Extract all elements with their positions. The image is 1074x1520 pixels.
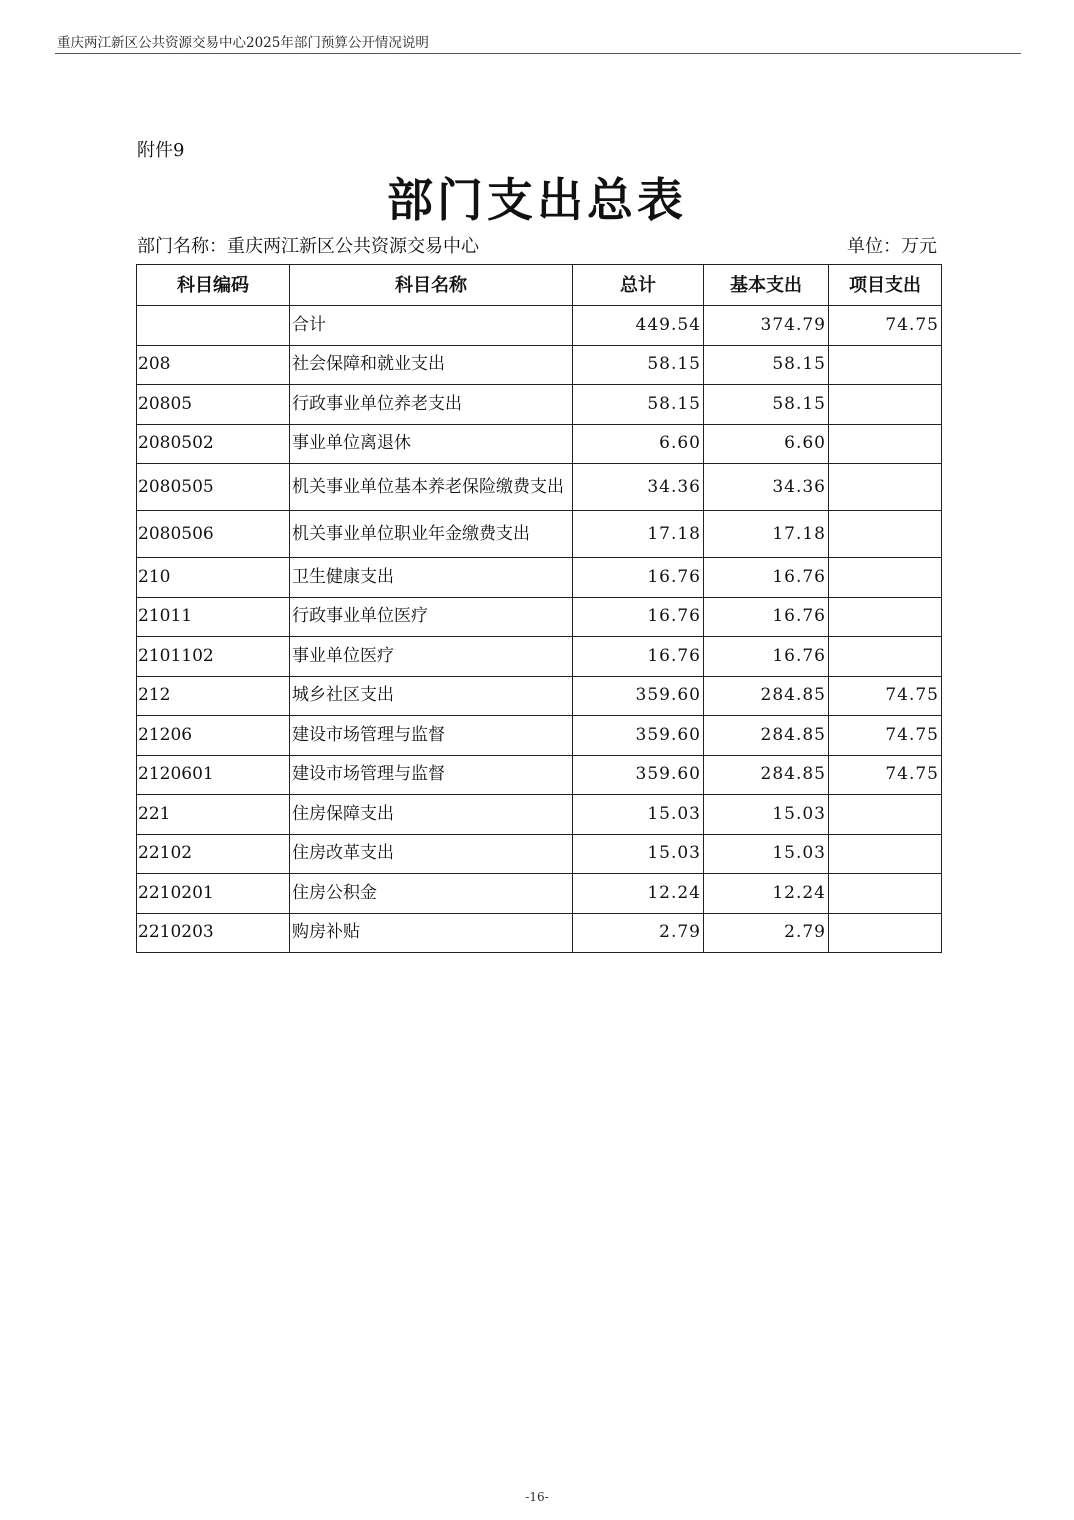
department-name: 部门名称：重庆两江新区公共资源交易中心 <box>137 236 479 257</box>
column-header-code: 科目编码 <box>137 265 290 306</box>
cell-basic: 6.60 <box>704 424 829 464</box>
cell-code: 22102 <box>137 834 290 874</box>
cell-total: 16.76 <box>573 637 704 677</box>
cell-name: 住房保障支出 <box>290 795 573 835</box>
table-row <box>137 676 942 716</box>
table-row <box>137 913 942 953</box>
table-body <box>137 306 942 953</box>
cell-name: 行政事业单位医疗 <box>290 597 573 637</box>
cell-basic: 58.15 <box>704 345 829 385</box>
cell-code: 208 <box>137 345 290 385</box>
cell-total: 16.76 <box>573 597 704 637</box>
table-row <box>137 306 942 346</box>
cell-name: 事业单位医疗 <box>290 637 573 677</box>
cell-total: 58.15 <box>573 345 704 385</box>
expenditure-table <box>136 264 942 953</box>
cell-code: 2210201 <box>137 874 290 914</box>
table-row <box>137 874 942 914</box>
table-row <box>137 345 942 385</box>
table-row <box>137 716 942 756</box>
table-row <box>137 385 942 425</box>
cell-project <box>829 637 942 677</box>
cell-total: 17.18 <box>573 511 704 558</box>
cell-name: 城乡社区支出 <box>290 676 573 716</box>
cell-code: 2210203 <box>137 913 290 953</box>
cell-code: 21206 <box>137 716 290 756</box>
table-row <box>137 597 942 637</box>
table-row <box>137 558 942 598</box>
cell-project <box>829 345 942 385</box>
page-title: 部门支出总表 <box>387 173 687 227</box>
cell-basic: 15.03 <box>704 834 829 874</box>
cell-name: 行政事业单位养老支出 <box>290 385 573 425</box>
cell-code: 2080506 <box>137 511 290 558</box>
cell-name: 建设市场管理与监督 <box>290 716 573 756</box>
cell-total: 359.60 <box>573 716 704 756</box>
cell-name: 合计 <box>290 306 573 346</box>
cell-code: 21011 <box>137 597 290 637</box>
table-header-row <box>137 265 942 306</box>
cell-project <box>829 913 942 953</box>
cell-name: 建设市场管理与监督 <box>290 755 573 795</box>
cell-total: 15.03 <box>573 795 704 835</box>
cell-total: 6.60 <box>573 424 704 464</box>
column-header-name: 科目名称 <box>290 265 573 306</box>
cell-project: 74.75 <box>829 306 942 346</box>
cell-name: 卫生健康支出 <box>290 558 573 598</box>
cell-code: 20805 <box>137 385 290 425</box>
cell-total: 359.60 <box>573 676 704 716</box>
column-header-total: 总计 <box>573 265 704 306</box>
cell-basic: 58.15 <box>704 385 829 425</box>
cell-project <box>829 558 942 598</box>
table-row <box>137 464 942 511</box>
cell-basic: 16.76 <box>704 558 829 598</box>
page-number: -16- <box>525 1490 549 1504</box>
cell-name: 社会保障和就业支出 <box>290 345 573 385</box>
column-header-basic: 基本支出 <box>704 265 829 306</box>
cell-total: 12.24 <box>573 874 704 914</box>
cell-basic: 16.76 <box>704 597 829 637</box>
cell-project: 74.75 <box>829 676 942 716</box>
cell-project <box>829 385 942 425</box>
cell-name: 住房公积金 <box>290 874 573 914</box>
cell-project: 74.75 <box>829 755 942 795</box>
cell-project <box>829 511 942 558</box>
table-row <box>137 637 942 677</box>
cell-total: 34.36 <box>573 464 704 511</box>
cell-basic: 374.79 <box>704 306 829 346</box>
cell-basic: 284.85 <box>704 755 829 795</box>
cell-basic: 284.85 <box>704 676 829 716</box>
unit-label: 单位：万元 <box>847 236 937 257</box>
cell-basic: 16.76 <box>704 637 829 677</box>
table-row <box>137 834 942 874</box>
cell-code <box>137 306 290 346</box>
cell-code: 2080502 <box>137 424 290 464</box>
cell-basic: 34.36 <box>704 464 829 511</box>
cell-total: 2.79 <box>573 913 704 953</box>
cell-total: 359.60 <box>573 755 704 795</box>
cell-total: 449.54 <box>573 306 704 346</box>
cell-name: 购房补贴 <box>290 913 573 953</box>
cell-project: 74.75 <box>829 716 942 756</box>
cell-code: 2101102 <box>137 637 290 677</box>
cell-name: 事业单位离退休 <box>290 424 573 464</box>
cell-name: 机关事业单位基本养老保险缴费支出 <box>290 464 573 511</box>
cell-code: 221 <box>137 795 290 835</box>
cell-code: 2080505 <box>137 464 290 511</box>
cell-project <box>829 834 942 874</box>
table-row <box>137 511 942 558</box>
cell-total: 58.15 <box>573 385 704 425</box>
cell-project <box>829 464 942 511</box>
cell-basic: 2.79 <box>704 913 829 953</box>
running-header-title: 重庆两江新区公共资源交易中心2025年部门预算公开情况说明 <box>57 35 429 51</box>
cell-basic: 284.85 <box>704 716 829 756</box>
cell-code: 2120601 <box>137 755 290 795</box>
cell-code: 212 <box>137 676 290 716</box>
cell-name: 住房改革支出 <box>290 834 573 874</box>
cell-project <box>829 597 942 637</box>
cell-project <box>829 795 942 835</box>
attachment-label: 附件9 <box>137 140 185 161</box>
table-row <box>137 755 942 795</box>
cell-basic: 12.24 <box>704 874 829 914</box>
cell-basic: 17.18 <box>704 511 829 558</box>
cell-code: 210 <box>137 558 290 598</box>
cell-total: 16.76 <box>573 558 704 598</box>
table-row <box>137 424 942 464</box>
cell-basic: 15.03 <box>704 795 829 835</box>
cell-name: 机关事业单位职业年金缴费支出 <box>290 511 573 558</box>
header-divider <box>55 53 1021 54</box>
cell-project <box>829 424 942 464</box>
table-row <box>137 795 942 835</box>
column-header-project: 项目支出 <box>829 265 942 306</box>
cell-total: 15.03 <box>573 834 704 874</box>
cell-project <box>829 874 942 914</box>
